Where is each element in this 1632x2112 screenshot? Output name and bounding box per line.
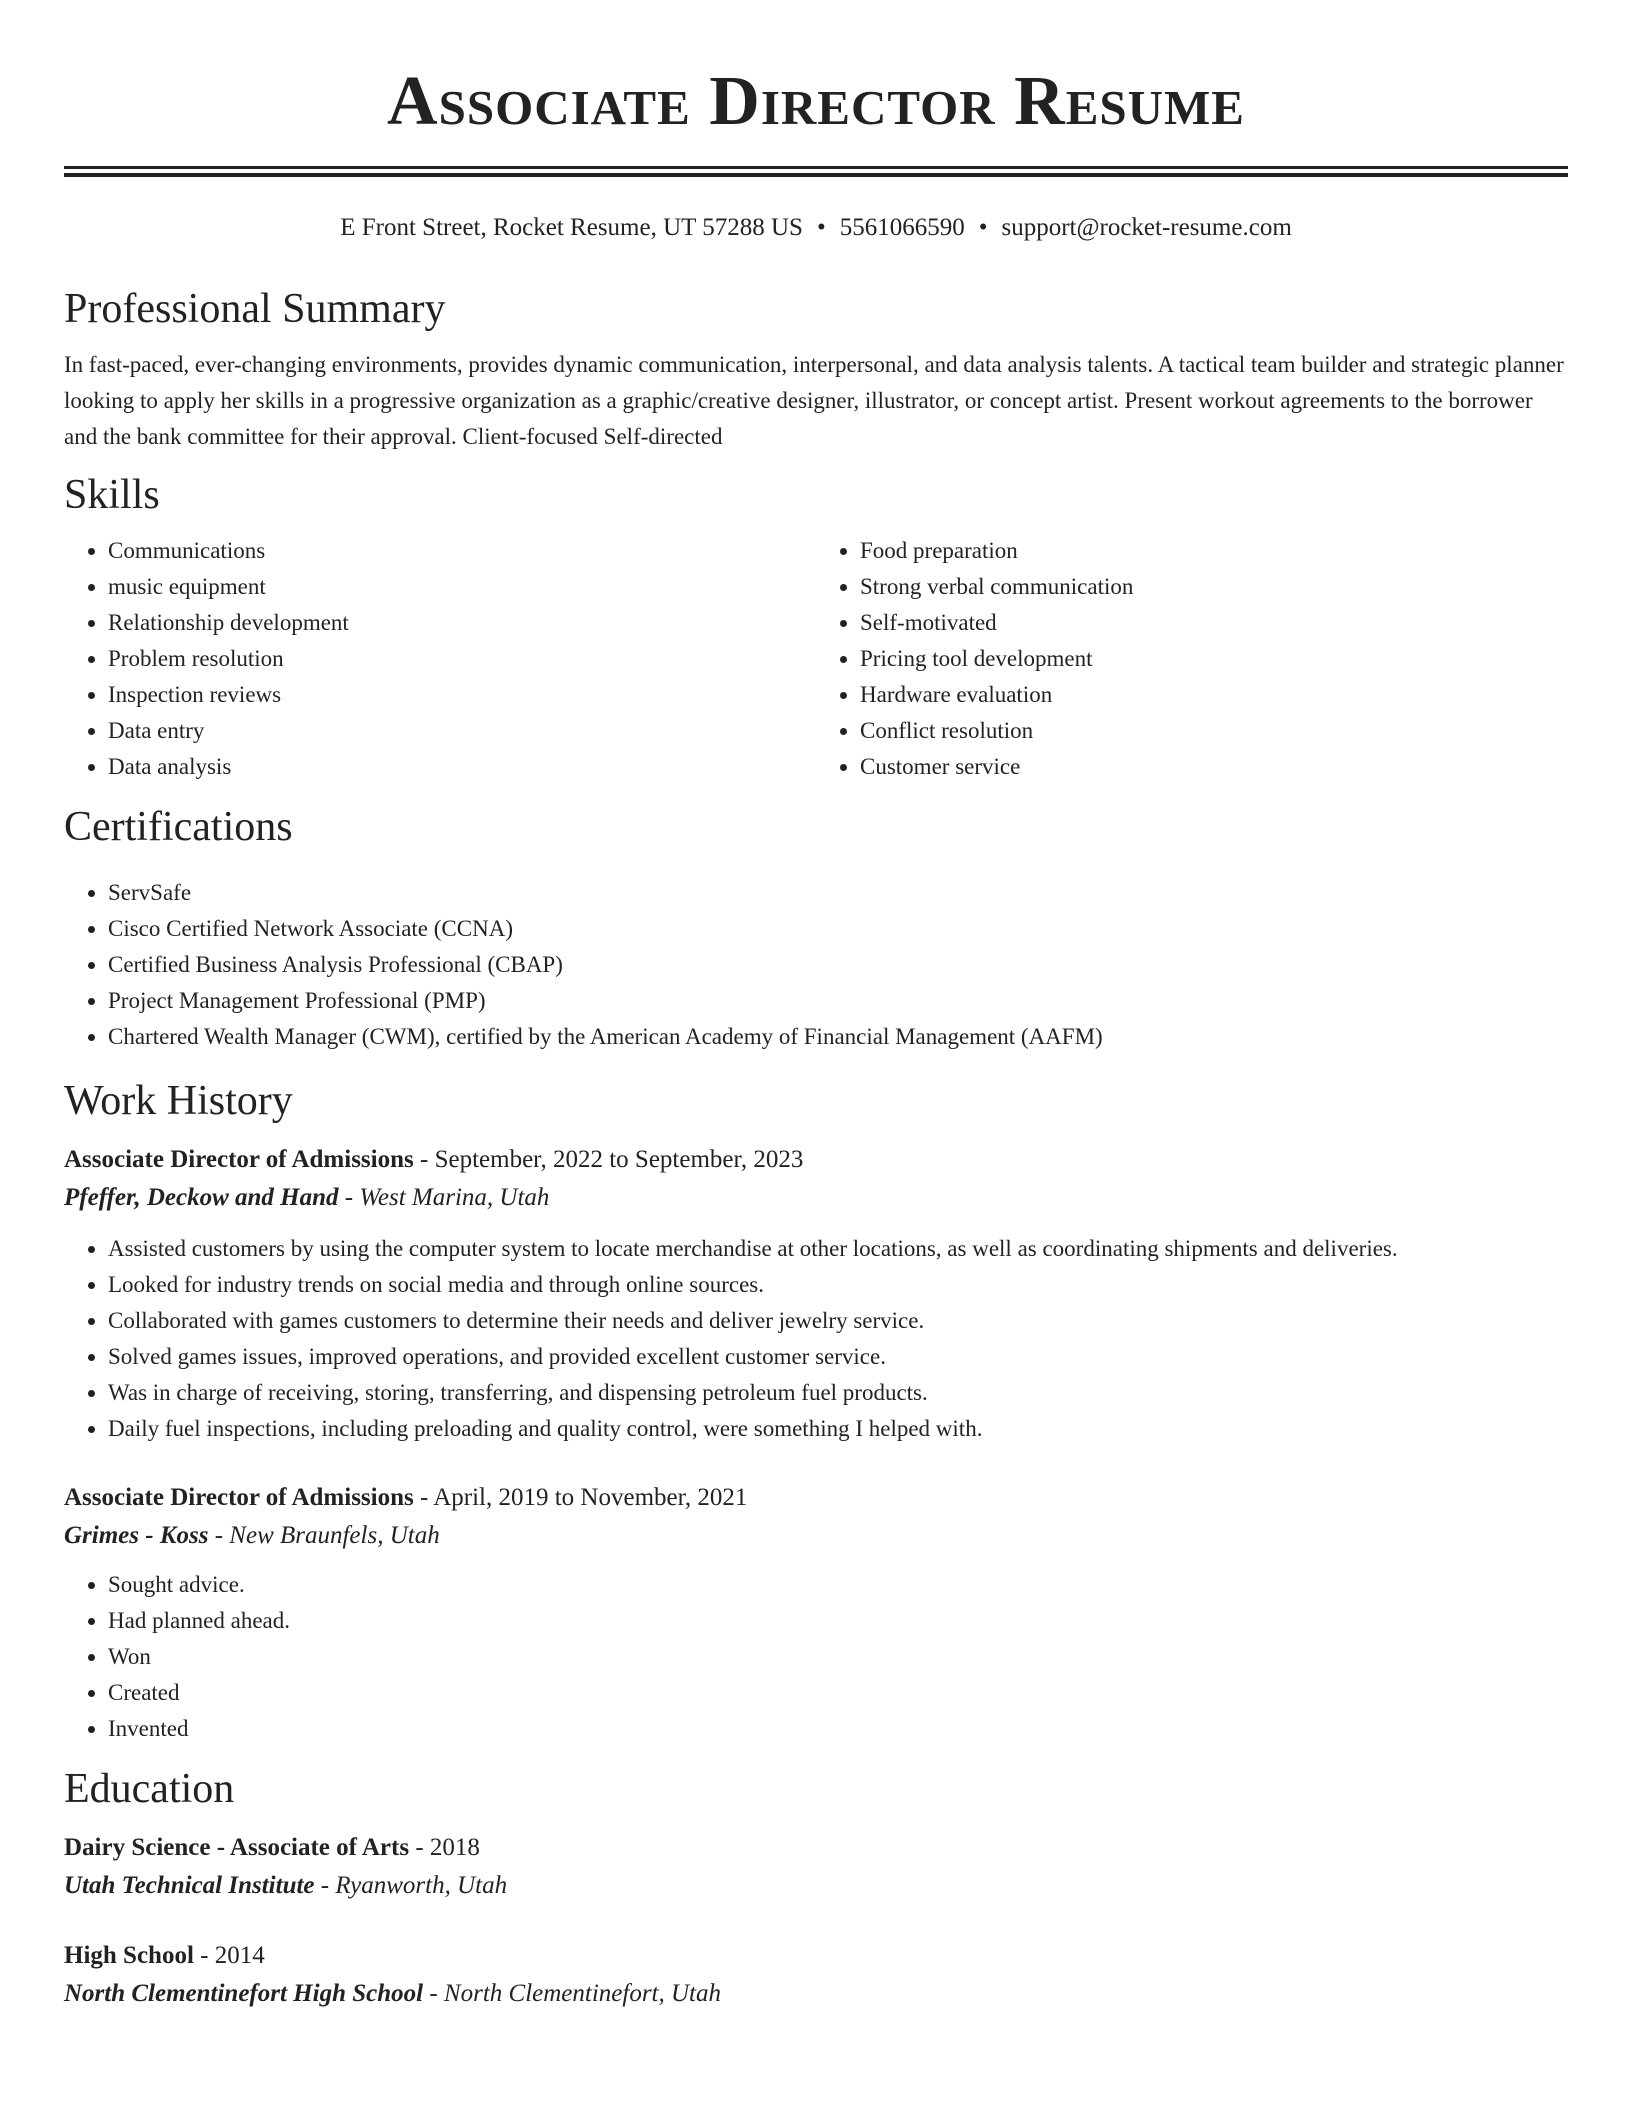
job-employer — [64, 1179, 1568, 1217]
certification-item: • Certified Business Analysis Professional (CBAP) — [108, 947, 1568, 983]
title-divider — [64, 166, 1568, 177]
job-company: Pfeffer, Deckow and Hand — [64, 1184, 339, 1211]
skill-item: • Hardware evaluation — [860, 677, 1568, 713]
skill-item: • Pricing tool development — [860, 641, 1568, 677]
skills-section — [64, 469, 1568, 785]
job-dates: - September, 2022 to September, 2023 — [413, 1146, 804, 1173]
skill-item: • Self-motivated — [860, 605, 1568, 641]
skill-item: • Data entry — [108, 713, 816, 749]
job-bullet: • Assisted customers by using the computer system to locate merchandise at other locations, as well as coordinating shipments and deliveries. — [108, 1231, 1568, 1267]
job-header — [64, 1141, 1568, 1179]
job-dates: - April, 2019 to November, 2021 — [413, 1484, 748, 1511]
certification-item: • Cisco Certified Network Associate (CCNA) — [108, 911, 1568, 947]
certification-item: • ServSafe — [108, 875, 1568, 911]
job-bullet: • Won — [108, 1639, 1568, 1675]
certifications-heading: Certifications — [64, 804, 293, 850]
job-bullet: • Daily fuel inspections, including preloading and quality control, were something I helped with. — [108, 1411, 1568, 1447]
job-bullet: • Solved games issues, improved operations, and provided excellent customer service. — [108, 1339, 1568, 1375]
education-school-line — [64, 1975, 1568, 2013]
skill-item: • Strong verbal communication — [860, 569, 1568, 605]
contact-phone: 5561066590 — [839, 214, 965, 241]
job-location: - West Marina, Utah — [338, 1184, 550, 1211]
contact-address: E Front Street, Rocket Resume, UT 57288 US — [340, 214, 803, 241]
education-school: Utah Technical Institute — [64, 1872, 315, 1899]
education-heading: Education — [64, 1766, 235, 1812]
education-location: - Ryanworth, Utah — [314, 1872, 508, 1899]
skill-item: • music equipment — [108, 569, 816, 605]
job-header — [64, 1479, 1568, 1517]
contact-separator: • — [978, 214, 988, 241]
education-header — [64, 1937, 1568, 1975]
education-degree: Dairy Science - Associate of Arts — [64, 1834, 410, 1861]
certification-item: • Project Management Professional (PMP) — [108, 983, 1568, 1019]
job-bullet: • Created — [108, 1675, 1568, 1711]
job-title: Associate Director of Admissions — [64, 1484, 414, 1511]
job-bullets — [64, 1231, 1568, 1447]
education-section — [64, 1763, 1568, 2013]
job-bullet: • Was in charge of receiving, storing, transferring, and dispensing petroleum fuel products. — [108, 1375, 1568, 1411]
skill-item: • Food preparation — [860, 533, 1568, 569]
skill-item: • Inspection reviews — [108, 677, 816, 713]
skill-item: • Communications — [108, 533, 816, 569]
education-location: - North Clementinefort, Utah — [423, 1980, 721, 2007]
certifications-section — [64, 801, 1568, 1055]
job-bullet: • Invented — [108, 1711, 1568, 1747]
skill-item: • Data analysis — [108, 749, 816, 785]
summary-heading: Professional Summary — [64, 286, 446, 332]
skills-columns — [64, 521, 1568, 785]
certification-item: • Chartered Wealth Manager (CWM), certified by the American Academy of Financial Management (AAFM) — [108, 1019, 1568, 1055]
education-year: - 2018 — [409, 1834, 480, 1861]
job-bullet: • Had planned ahead. — [108, 1603, 1568, 1639]
job-bullet: • Collaborated with games customers to determine their needs and deliver jewelry service. — [108, 1303, 1568, 1339]
skills-list-right — [816, 533, 1568, 785]
education-school-line — [64, 1867, 1568, 1905]
skill-item: • Customer service — [860, 749, 1568, 785]
skill-item: • Problem resolution — [108, 641, 816, 677]
skills-heading: Skills — [64, 472, 160, 518]
job-bullet: • Looked for industry trends on social media and through online sources. — [108, 1267, 1568, 1303]
summary-text: In fast-paced, ever-changing environments, provides dynamic communication, interpersonal, and data analysis talents. A tactical team builder and strategic planner looking to apply her skills in a progressive organization as a graphic/creative designer, illustrator, or concept artist. Present workout agreements to the borrower and the bank committee for their approval. Client-focused Self-directed — [64, 352, 1564, 449]
work-history-section — [64, 1075, 1568, 1747]
job-bullets — [64, 1567, 1568, 1747]
education-year: - 2014 — [193, 1942, 265, 1969]
skill-item: • Relationship development — [108, 605, 816, 641]
work-history-heading: Work History — [64, 1078, 293, 1124]
education-degree: High School — [64, 1942, 194, 1969]
education-header — [64, 1829, 1568, 1867]
job-bullet: • Sought advice. — [108, 1567, 1568, 1603]
contact-separator: • — [816, 214, 826, 241]
contact-line — [64, 213, 1568, 243]
education-school: North Clementinefort High School — [64, 1980, 424, 2007]
skills-list-left — [64, 533, 816, 785]
contact-email: support@rocket-resume.com — [1001, 214, 1292, 241]
skill-item: • Conflict resolution — [860, 713, 1568, 749]
summary-section — [64, 283, 1568, 455]
job-location: - New Braunfels, Utah — [208, 1522, 440, 1549]
job-employer — [64, 1517, 1568, 1555]
job-title: Associate Director of Admissions — [64, 1146, 414, 1173]
job-company: Grimes - Koss — [64, 1522, 209, 1549]
resume-title: Associate Director Resume — [387, 63, 1245, 140]
certifications-list — [64, 875, 1568, 1055]
